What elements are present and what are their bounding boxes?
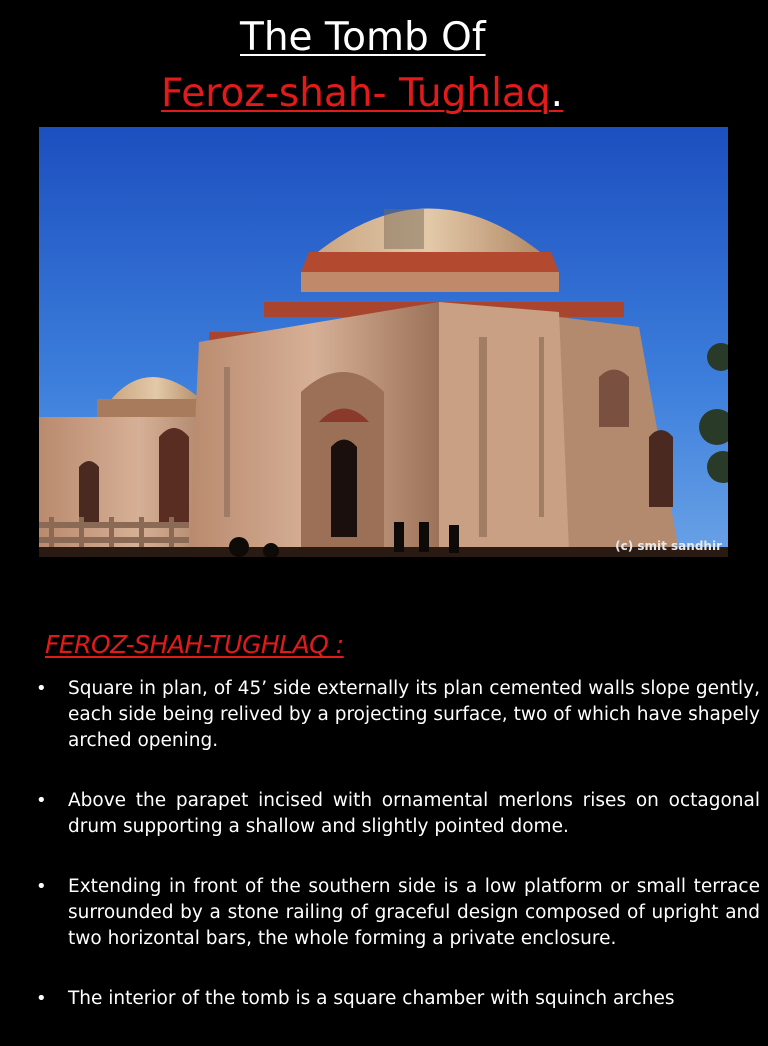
bullet-icon: •: [36, 678, 47, 699]
list-item: [36, 788, 760, 840]
bullet-text: Above the parapet incised with ornamental merlons rises on octagonal drum supporting a shallow and slightly pointed dome.: [68, 790, 760, 837]
title-line-1: The Tomb Of: [240, 15, 486, 60]
title-line-2-text: Feroz-shah- Tughlaq: [161, 71, 551, 116]
list-item: [36, 874, 760, 952]
tomb-photo-illustration: [39, 127, 728, 557]
photo-credit: (c) smit sandhir: [615, 539, 722, 553]
section-heading: FEROZ-SHAH-TUGHLAQ :: [45, 630, 344, 659]
bullet-text: Extending in front of the southern side is a low platform or small terrace surrounded by a stone railing of graceful design composed of upright and two horizontal bars, the whole forming a private enclosure.: [68, 876, 760, 949]
bullet-icon: •: [36, 790, 47, 811]
bullet-icon: •: [36, 876, 47, 897]
list-item: [36, 986, 760, 1012]
tomb-photo: [39, 127, 728, 557]
title-period: .: [550, 71, 563, 116]
list-item: [36, 676, 760, 754]
title-line-2: [161, 68, 563, 120]
bullet-text: Square in plan, of 45’ side externally its plan cemented walls slope gently, each side being relived by a projecting surface, two of which have shapely arched opening.: [68, 678, 760, 751]
bullet-icon: •: [36, 988, 47, 1009]
bullet-text: The interior of the tomb is a square chamber with squinch arches: [68, 988, 675, 1009]
bullet-list: [36, 676, 760, 1046]
